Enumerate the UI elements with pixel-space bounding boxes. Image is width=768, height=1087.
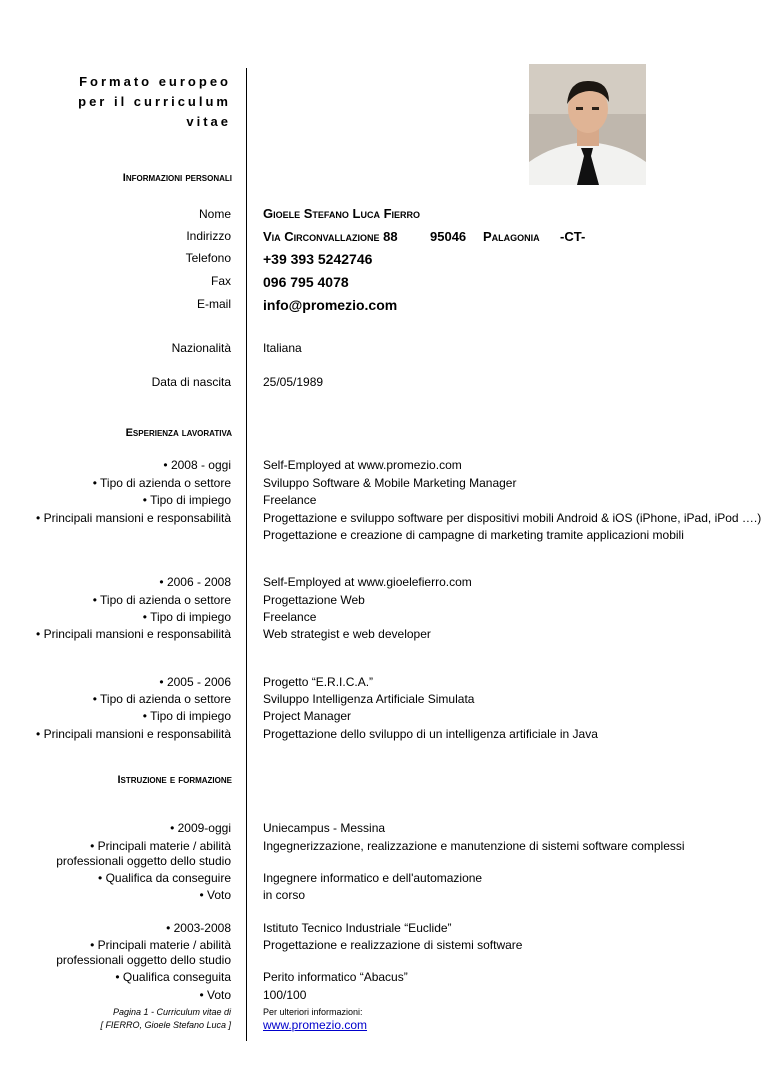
edu-subjects: Ingegnerizzazione, realizzazione e manutenzione di sistemi software complessi <box>263 839 685 853</box>
footer-page-name: [ FIERRO, Gioele Stefano Luca ] <box>100 1020 231 1030</box>
edu-grade: in corso <box>263 888 306 902</box>
work-job: Freelance <box>263 493 317 507</box>
work-duties: Web strategist e web developer <box>263 627 431 641</box>
cv-title-line2: per il curriculum <box>78 94 231 109</box>
work-type-label: • Tipo di azienda o settore <box>92 476 231 490</box>
work-employer: Self-Employed at www.promezio.com <box>263 458 462 472</box>
value-address-prov: -CT- <box>560 229 586 244</box>
work-duties: Progettazione dello sviluppo di un intelligenza artificiale in Java <box>263 727 598 741</box>
label-name: Nome <box>198 207 231 221</box>
label-email: E-mail <box>196 297 231 311</box>
work-period: • 2005 - 2006 <box>159 675 231 689</box>
edu-subjects: Progettazione e realizzazione di sistemi software <box>263 938 523 952</box>
footer-page-info: Pagina 1 - Curriculum vitae di <box>112 1007 231 1017</box>
value-address-city: Palagonia <box>483 229 540 244</box>
work-job: Freelance <box>263 610 317 624</box>
edu-grade: 100/100 <box>263 988 307 1002</box>
work-job: Project Manager <box>263 709 352 723</box>
edu-school: Uniecampus - Messina <box>263 821 386 835</box>
footer-more-info: Per ulteriori informazioni: <box>263 1007 363 1017</box>
work-period: • 2006 - 2008 <box>159 575 231 589</box>
work-duties-label: • Principali mansioni e responsabilità <box>36 727 231 741</box>
value-address-zip: 95046 <box>430 229 467 244</box>
label-address: Indirizzo <box>186 229 231 243</box>
value-address-street: Via Circonvallazione 88 <box>263 229 398 244</box>
work-duties: Progettazione e sviluppo software per dispositivi mobili Android & iOS (iPhone, iPad, iPod ….) <box>263 511 762 525</box>
section-education: Istruzione e formazione <box>117 774 232 786</box>
value-birth: 25/05/1989 <box>263 375 324 389</box>
work-duties-label: • Principali mansioni e responsabilità <box>36 627 231 641</box>
value-email[interactable]: info@promezio.com <box>263 297 398 313</box>
edu-grade-label: • Voto <box>199 988 231 1002</box>
section-work-experience: Esperienza lavorativa <box>125 427 232 439</box>
work-type: Progettazione Web <box>263 593 365 607</box>
work-period: • 2008 - oggi <box>163 458 231 472</box>
work-duties-2: Progettazione e creazione di campagne di marketing tramite applicazioni mobili <box>263 528 684 542</box>
edu-grade-label: • Voto <box>199 888 231 902</box>
value-name: Gioele Stefano Luca Fierro <box>263 206 421 221</box>
edu-subjects-label: • Principali materie / abilità <box>90 938 231 952</box>
column-divider <box>246 68 247 1041</box>
label-fax: Fax <box>210 274 231 288</box>
edu-qual: Ingegnere informatico e dell'automazione <box>263 871 483 885</box>
label-birth: Data di nascita <box>151 375 231 389</box>
portrait-photo <box>529 64 646 185</box>
edu-subjects-label-2: professionali oggetto dello studio <box>56 953 231 967</box>
edu-period: • 2009-oggi <box>170 821 231 835</box>
cv-title-line1: Formato europeo <box>79 74 231 89</box>
edu-qual: Perito informatico “Abacus” <box>263 970 408 984</box>
value-fax: 096 795 4078 <box>263 274 349 290</box>
value-phone: +39 393 5242746 <box>263 251 373 267</box>
work-employer: Progetto “E.R.I.C.A.” <box>263 675 374 689</box>
work-duties-label: • Principali mansioni e responsabilità <box>36 511 231 525</box>
work-employer: Self-Employed at www.gioelefierro.com <box>263 575 472 589</box>
work-type-label: • Tipo di azienda o settore <box>92 692 231 706</box>
work-type: Sviluppo Software & Mobile Marketing Manager <box>263 476 517 490</box>
work-job-label: • Tipo di impiego <box>142 493 231 507</box>
label-nationality: Nazionalità <box>171 341 231 355</box>
footer-website-link[interactable]: www.promezio.com <box>263 1018 368 1032</box>
cv-title-line3: vitae <box>186 114 231 129</box>
work-job-label: • Tipo di impiego <box>142 709 231 723</box>
edu-subjects-label-2: professionali oggetto dello studio <box>56 854 231 868</box>
edu-subjects-label: • Principali materie / abilità <box>90 839 231 853</box>
edu-qual-label: • Qualifica da conseguire <box>98 871 231 885</box>
label-phone: Telefono <box>185 251 231 265</box>
section-personal-info: Informazioni personali <box>122 172 232 184</box>
work-type: Sviluppo Intelligenza Artificiale Simulata <box>263 692 475 706</box>
value-nationality: Italiana <box>263 341 302 355</box>
edu-school: Istituto Tecnico Industriale “Euclide” <box>263 921 452 935</box>
edu-qual-label: • Qualifica conseguita <box>115 970 231 984</box>
work-job-label: • Tipo di impiego <box>142 610 231 624</box>
edu-period: • 2003-2008 <box>166 921 231 935</box>
work-type-label: • Tipo di azienda o settore <box>92 593 231 607</box>
